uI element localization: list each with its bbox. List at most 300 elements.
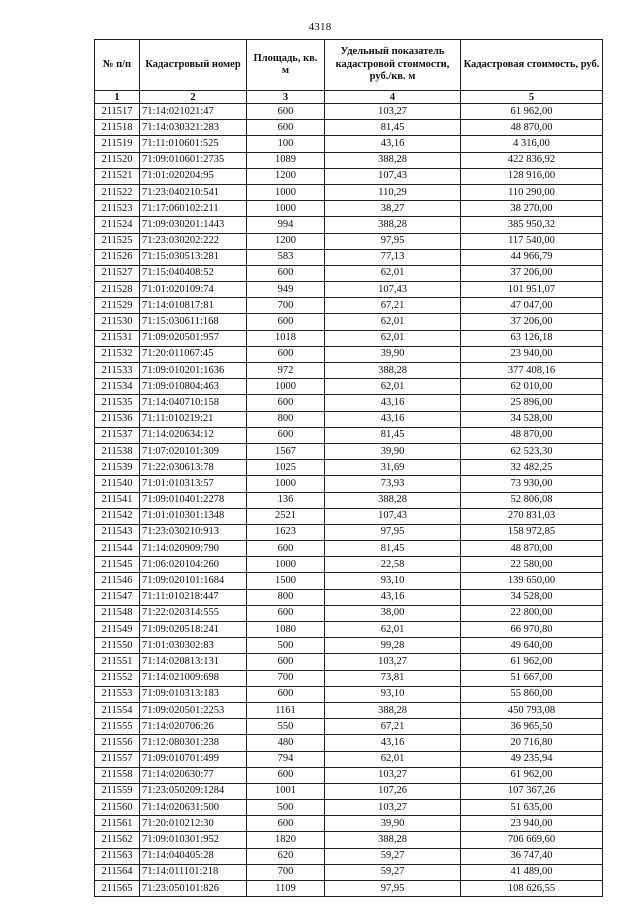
cadastral-number-cell: 71:09:020501:2253 [140, 702, 247, 718]
cadastral-number-cell: 71:14:020630:77 [140, 767, 247, 783]
table-row [95, 767, 603, 783]
table-row [95, 702, 603, 718]
cadastral-number-cell: 71:22:030613:78 [140, 460, 247, 476]
row-number-cell: 211542 [95, 508, 140, 524]
table-row [95, 654, 603, 670]
table-row [95, 476, 603, 492]
cadastral-value-cell: 34 528,00 [461, 589, 603, 605]
cadastral-number-cell: 71:17:060102:211 [140, 201, 247, 217]
table-row [95, 670, 603, 686]
area-cell: 600 [247, 314, 325, 330]
cadastral-number-cell: 71:14:021021:47 [140, 104, 247, 120]
area-cell: 1109 [247, 881, 325, 897]
area-cell: 1018 [247, 330, 325, 346]
cadastral-number-cell: 71:11:010218:447 [140, 589, 247, 605]
cadastral-number-cell: 71:23:030210:913 [140, 524, 247, 540]
table-row [95, 152, 603, 168]
unit-value-cell: 59,27 [325, 864, 461, 880]
unit-value-cell: 388,28 [325, 363, 461, 379]
table-row [95, 719, 603, 735]
area-cell: 600 [247, 605, 325, 621]
header-cadastral-number: Кадастровый номер [140, 40, 247, 91]
cadastral-value-cell: 23 940,00 [461, 816, 603, 832]
table-row [95, 395, 603, 411]
unit-value-cell: 103,27 [325, 654, 461, 670]
unit-value-cell: 43,16 [325, 589, 461, 605]
table-row [95, 298, 603, 314]
row-number-cell: 211548 [95, 605, 140, 621]
cadastral-number-cell: 71:01:030302:83 [140, 638, 247, 654]
area-cell: 1001 [247, 783, 325, 799]
table-row [95, 735, 603, 751]
row-number-cell: 211543 [95, 524, 140, 540]
row-number-cell: 211563 [95, 848, 140, 864]
cadastral-number-cell: 71:14:040710:158 [140, 395, 247, 411]
table-row [95, 751, 603, 767]
cadastral-number-cell: 71:22:020314:555 [140, 605, 247, 621]
unit-value-cell: 110,29 [325, 184, 461, 200]
row-number-cell: 211525 [95, 233, 140, 249]
table-row [95, 346, 603, 362]
row-number-cell: 211546 [95, 573, 140, 589]
row-number-cell: 211527 [95, 265, 140, 281]
row-number-cell: 211539 [95, 460, 140, 476]
table-row [95, 783, 603, 799]
row-number-cell: 211519 [95, 136, 140, 152]
cadastral-number-cell: 71:23:050101:826 [140, 881, 247, 897]
row-number-cell: 211521 [95, 168, 140, 184]
cadastral-value-cell: 66 970,80 [461, 622, 603, 638]
cadastral-value-cell: 20 716,80 [461, 735, 603, 751]
unit-value-cell: 73,81 [325, 670, 461, 686]
row-number-cell: 211532 [95, 346, 140, 362]
cadastral-value-cell: 62 523,30 [461, 443, 603, 459]
area-cell: 600 [247, 120, 325, 136]
row-number-cell: 211531 [95, 330, 140, 346]
area-cell: 480 [247, 735, 325, 751]
cadastral-value-cell: 117 540,00 [461, 233, 603, 249]
area-cell: 550 [247, 719, 325, 735]
cadastral-value-cell: 139 650,00 [461, 573, 603, 589]
cadastral-number-cell: 71:14:021009:698 [140, 670, 247, 686]
area-cell: 500 [247, 638, 325, 654]
area-cell: 1200 [247, 168, 325, 184]
cadastral-number-cell: 71:09:010804:463 [140, 379, 247, 395]
cadastral-value-cell: 270 831,03 [461, 508, 603, 524]
unit-value-cell: 43,16 [325, 735, 461, 751]
area-cell: 1623 [247, 524, 325, 540]
row-number-cell: 211553 [95, 686, 140, 702]
row-number-cell: 211551 [95, 654, 140, 670]
area-cell: 1089 [247, 152, 325, 168]
row-number-cell: 211535 [95, 395, 140, 411]
row-number-cell: 211523 [95, 201, 140, 217]
cadastral-value-cell: 63 126,18 [461, 330, 603, 346]
unit-value-cell: 103,27 [325, 767, 461, 783]
cadastral-number-cell: 71:14:020813:131 [140, 654, 247, 670]
table-row [95, 557, 603, 573]
area-cell: 2521 [247, 508, 325, 524]
table-row [95, 460, 603, 476]
row-number-cell: 211554 [95, 702, 140, 718]
row-number-cell: 211550 [95, 638, 140, 654]
area-cell: 1567 [247, 443, 325, 459]
table-row [95, 622, 603, 638]
column-index: 3 [247, 91, 325, 104]
area-cell: 1025 [247, 460, 325, 476]
cadastral-number-cell: 71:15:030513:281 [140, 249, 247, 265]
unit-value-cell: 388,28 [325, 152, 461, 168]
unit-value-cell: 62,01 [325, 330, 461, 346]
area-cell: 600 [247, 816, 325, 832]
cadastral-value-cell: 47 047,00 [461, 298, 603, 314]
header-row [95, 40, 603, 91]
row-number-cell: 211560 [95, 800, 140, 816]
area-cell: 620 [247, 848, 325, 864]
area-cell: 600 [247, 767, 325, 783]
row-number-cell: 211558 [95, 767, 140, 783]
area-cell: 1000 [247, 379, 325, 395]
unit-value-cell: 39,90 [325, 346, 461, 362]
row-number-cell: 211530 [95, 314, 140, 330]
row-number-cell: 211536 [95, 411, 140, 427]
table-row [95, 265, 603, 281]
column-index: 5 [461, 91, 603, 104]
unit-value-cell: 62,01 [325, 314, 461, 330]
cadastral-number-cell: 71:09:010701:499 [140, 751, 247, 767]
cadastral-value-cell: 51 635,00 [461, 800, 603, 816]
cadastral-number-cell: 71:07:020101:309 [140, 443, 247, 459]
unit-value-cell: 81,45 [325, 427, 461, 443]
cadastral-value-cell: 110 290,00 [461, 184, 603, 200]
row-number-cell: 211541 [95, 492, 140, 508]
unit-value-cell: 81,45 [325, 541, 461, 557]
cadastral-value-cell: 385 950,32 [461, 217, 603, 233]
area-cell: 794 [247, 751, 325, 767]
table-body [95, 104, 603, 897]
area-cell: 1000 [247, 476, 325, 492]
area-cell: 1161 [247, 702, 325, 718]
table-row [95, 605, 603, 621]
row-number-cell: 211522 [95, 184, 140, 200]
row-number-cell: 211552 [95, 670, 140, 686]
row-number-cell: 211556 [95, 735, 140, 751]
area-cell: 1000 [247, 201, 325, 217]
cadastral-number-cell: 71:11:010601:525 [140, 136, 247, 152]
cadastral-value-cell: 38 270,00 [461, 201, 603, 217]
row-number-cell: 211524 [95, 217, 140, 233]
cadastral-number-cell: 71:14:030321:283 [140, 120, 247, 136]
cadastral-value-cell: 108 626,55 [461, 881, 603, 897]
header-unit-value: Удельный показатель кадастровой стоимости, руб./кв. м [325, 40, 461, 91]
cadastral-value-cell: 41 489,00 [461, 864, 603, 880]
cadastral-value-cell: 55 860,00 [461, 686, 603, 702]
unit-value-cell: 22,58 [325, 557, 461, 573]
unit-value-cell: 67,21 [325, 719, 461, 735]
row-number-cell: 211520 [95, 152, 140, 168]
header-area: Площадь, кв. м [247, 40, 325, 91]
cadastral-value-cell: 48 870,00 [461, 120, 603, 136]
row-number-cell: 211565 [95, 881, 140, 897]
cadastral-value-cell: 61 962,00 [461, 767, 603, 783]
table-row [95, 330, 603, 346]
area-cell: 600 [247, 427, 325, 443]
area-cell: 1820 [247, 832, 325, 848]
cadastral-number-cell: 71:15:030611:168 [140, 314, 247, 330]
area-cell: 972 [247, 363, 325, 379]
unit-value-cell: 39,90 [325, 443, 461, 459]
cadastral-number-cell: 71:20:010212:30 [140, 816, 247, 832]
cadastral-value-cell: 36 747,40 [461, 848, 603, 864]
table-row [95, 427, 603, 443]
unit-value-cell: 93,10 [325, 686, 461, 702]
cadastral-number-cell: 71:14:020706:26 [140, 719, 247, 735]
row-number-cell: 211517 [95, 104, 140, 120]
cadastral-value-cell: 36 965,50 [461, 719, 603, 735]
cadastral-value-cell: 52 806,08 [461, 492, 603, 508]
table-row [95, 573, 603, 589]
table-row [95, 379, 603, 395]
cadastral-number-cell: 71:23:030202:222 [140, 233, 247, 249]
cadastral-value-cell: 37 206,00 [461, 314, 603, 330]
unit-value-cell: 103,27 [325, 104, 461, 120]
cadastral-value-cell: 158 972,85 [461, 524, 603, 540]
cadastral-value-cell: 73 930,00 [461, 476, 603, 492]
unit-value-cell: 99,28 [325, 638, 461, 654]
unit-value-cell: 67,21 [325, 298, 461, 314]
table-row [95, 120, 603, 136]
cadastral-value-cell: 44 966,79 [461, 249, 603, 265]
unit-value-cell: 388,28 [325, 832, 461, 848]
area-cell: 800 [247, 411, 325, 427]
unit-value-cell: 38,00 [325, 605, 461, 621]
table-row [95, 816, 603, 832]
table-row [95, 864, 603, 880]
row-number-cell: 211528 [95, 282, 140, 298]
column-index: 2 [140, 91, 247, 104]
cadastral-value-cell: 4 316,00 [461, 136, 603, 152]
table-row [95, 443, 603, 459]
cadastral-number-cell: 71:20:011067:45 [140, 346, 247, 362]
table-row [95, 282, 603, 298]
row-number-cell: 211529 [95, 298, 140, 314]
cadastral-value-cell: 101 951,07 [461, 282, 603, 298]
table-row [95, 524, 603, 540]
cadastral-number-cell: 71:12:080301:238 [140, 735, 247, 751]
table-row [95, 136, 603, 152]
unit-value-cell: 43,16 [325, 395, 461, 411]
cadastral-value-cell: 450 793,08 [461, 702, 603, 718]
row-number-cell: 211561 [95, 816, 140, 832]
cadastral-number-cell: 71:06:020104:260 [140, 557, 247, 573]
table-row [95, 541, 603, 557]
row-number-cell: 211534 [95, 379, 140, 395]
row-number-cell: 211559 [95, 783, 140, 799]
table-row [95, 800, 603, 816]
cadastral-number-cell: 71:09:020501:957 [140, 330, 247, 346]
cadastral-number-cell: 71:09:010313:183 [140, 686, 247, 702]
area-cell: 1200 [247, 233, 325, 249]
cadastral-number-cell: 71:14:011101:218 [140, 864, 247, 880]
table-row [95, 249, 603, 265]
unit-value-cell: 388,28 [325, 702, 461, 718]
unit-value-cell: 31,69 [325, 460, 461, 476]
unit-value-cell: 388,28 [325, 217, 461, 233]
table-row [95, 589, 603, 605]
unit-value-cell: 43,16 [325, 411, 461, 427]
cadastral-number-cell: 71:09:010401:2278 [140, 492, 247, 508]
table-row [95, 184, 603, 200]
cadastral-value-cell: 62 010,00 [461, 379, 603, 395]
cadastral-number-cell: 71:14:020631:500 [140, 800, 247, 816]
row-number-cell: 211537 [95, 427, 140, 443]
area-cell: 500 [247, 800, 325, 816]
header-row-number: № п/п [95, 40, 140, 91]
cadastral-value-cell: 49 235,94 [461, 751, 603, 767]
cadastral-number-cell: 71:14:010817:81 [140, 298, 247, 314]
row-number-cell: 211557 [95, 751, 140, 767]
area-cell: 1500 [247, 573, 325, 589]
cadastral-number-cell: 71:11:010219:21 [140, 411, 247, 427]
area-cell: 600 [247, 395, 325, 411]
column-index: 1 [95, 91, 140, 104]
area-cell: 600 [247, 541, 325, 557]
area-cell: 600 [247, 265, 325, 281]
table-row [95, 832, 603, 848]
row-number-cell: 211564 [95, 864, 140, 880]
unit-value-cell: 103,27 [325, 800, 461, 816]
unit-value-cell: 107,43 [325, 508, 461, 524]
cadastral-number-cell: 71:09:030201:1443 [140, 217, 247, 233]
area-cell: 583 [247, 249, 325, 265]
table-row [95, 881, 603, 897]
cadastral-value-cell: 37 206,00 [461, 265, 603, 281]
unit-value-cell: 73,93 [325, 476, 461, 492]
cadastral-value-cell: 61 962,00 [461, 654, 603, 670]
row-number-cell: 211526 [95, 249, 140, 265]
cadastral-value-cell: 51 667,00 [461, 670, 603, 686]
row-number-cell: 211555 [95, 719, 140, 735]
cadastral-number-cell: 71:01:010301:1348 [140, 508, 247, 524]
cadastral-value-cell: 22 580,00 [461, 557, 603, 573]
unit-value-cell: 107,43 [325, 168, 461, 184]
area-cell: 600 [247, 654, 325, 670]
area-cell: 1000 [247, 557, 325, 573]
cadastral-value-cell: 22 800,00 [461, 605, 603, 621]
column-index-row [95, 91, 603, 104]
area-cell: 700 [247, 864, 325, 880]
cadastral-value-cell: 128 916,00 [461, 168, 603, 184]
table-row [95, 168, 603, 184]
unit-value-cell: 62,01 [325, 265, 461, 281]
cadastral-number-cell: 71:01:020109:74 [140, 282, 247, 298]
cadastral-value-cell: 32 482,25 [461, 460, 603, 476]
table-row [95, 686, 603, 702]
unit-value-cell: 77,13 [325, 249, 461, 265]
table-row [95, 217, 603, 233]
table-row [95, 492, 603, 508]
unit-value-cell: 39,90 [325, 816, 461, 832]
row-number-cell: 211547 [95, 589, 140, 605]
unit-value-cell: 93,10 [325, 573, 461, 589]
area-cell: 700 [247, 298, 325, 314]
cadastral-value-cell: 107 367,26 [461, 783, 603, 799]
cadastral-value-table [94, 39, 603, 897]
cadastral-number-cell: 71:23:050209:1284 [140, 783, 247, 799]
unit-value-cell: 38,27 [325, 201, 461, 217]
area-cell: 600 [247, 686, 325, 702]
table-row [95, 638, 603, 654]
cadastral-value-cell: 377 408,16 [461, 363, 603, 379]
row-number-cell: 211540 [95, 476, 140, 492]
unit-value-cell: 62,01 [325, 379, 461, 395]
row-number-cell: 211545 [95, 557, 140, 573]
unit-value-cell: 388,28 [325, 492, 461, 508]
row-number-cell: 211549 [95, 622, 140, 638]
area-cell: 994 [247, 217, 325, 233]
unit-value-cell: 62,01 [325, 622, 461, 638]
cadastral-number-cell: 71:09:010201:1636 [140, 363, 247, 379]
cadastral-number-cell: 71:23:040210:541 [140, 184, 247, 200]
unit-value-cell: 97,95 [325, 881, 461, 897]
area-cell: 1080 [247, 622, 325, 638]
cadastral-number-cell: 71:09:010601:2735 [140, 152, 247, 168]
cadastral-number-cell: 71:14:020909:790 [140, 541, 247, 557]
cadastral-value-cell: 61 962,00 [461, 104, 603, 120]
table-row [95, 848, 603, 864]
cadastral-number-cell: 71:09:010301:952 [140, 832, 247, 848]
column-index: 4 [325, 91, 461, 104]
cadastral-value-cell: 48 870,00 [461, 541, 603, 557]
row-number-cell: 211544 [95, 541, 140, 557]
cadastral-value-cell: 48 870,00 [461, 427, 603, 443]
cadastral-value-cell: 34 528,00 [461, 411, 603, 427]
table-row [95, 233, 603, 249]
row-number-cell: 211518 [95, 120, 140, 136]
unit-value-cell: 62,01 [325, 751, 461, 767]
area-cell: 136 [247, 492, 325, 508]
cadastral-value-cell: 49 640,00 [461, 638, 603, 654]
table-row [95, 363, 603, 379]
area-cell: 600 [247, 104, 325, 120]
unit-value-cell: 97,95 [325, 233, 461, 249]
area-cell: 800 [247, 589, 325, 605]
table-row [95, 104, 603, 120]
area-cell: 1000 [247, 184, 325, 200]
cadastral-number-cell: 71:15:040408:52 [140, 265, 247, 281]
area-cell: 949 [247, 282, 325, 298]
cadastral-number-cell: 71:09:020518:241 [140, 622, 247, 638]
row-number-cell: 211533 [95, 363, 140, 379]
area-cell: 700 [247, 670, 325, 686]
cadastral-value-cell: 23 940,00 [461, 346, 603, 362]
table-row [95, 508, 603, 524]
area-cell: 100 [247, 136, 325, 152]
page-number: 4318 [308, 21, 332, 33]
table-row [95, 411, 603, 427]
row-number-cell: 211562 [95, 832, 140, 848]
cadastral-number-cell: 71:09:020101:1684 [140, 573, 247, 589]
area-cell: 600 [247, 346, 325, 362]
header-cadastral-value: Кадастровая стоимость, руб. [461, 40, 603, 91]
unit-value-cell: 81,45 [325, 120, 461, 136]
cadastral-number-cell: 71:14:020634:12 [140, 427, 247, 443]
cadastral-number-cell: 71:14:040405:28 [140, 848, 247, 864]
unit-value-cell: 43,16 [325, 136, 461, 152]
cadastral-number-cell: 71:01:020204:95 [140, 168, 247, 184]
cadastral-value-cell: 706 669,60 [461, 832, 603, 848]
unit-value-cell: 97,95 [325, 524, 461, 540]
